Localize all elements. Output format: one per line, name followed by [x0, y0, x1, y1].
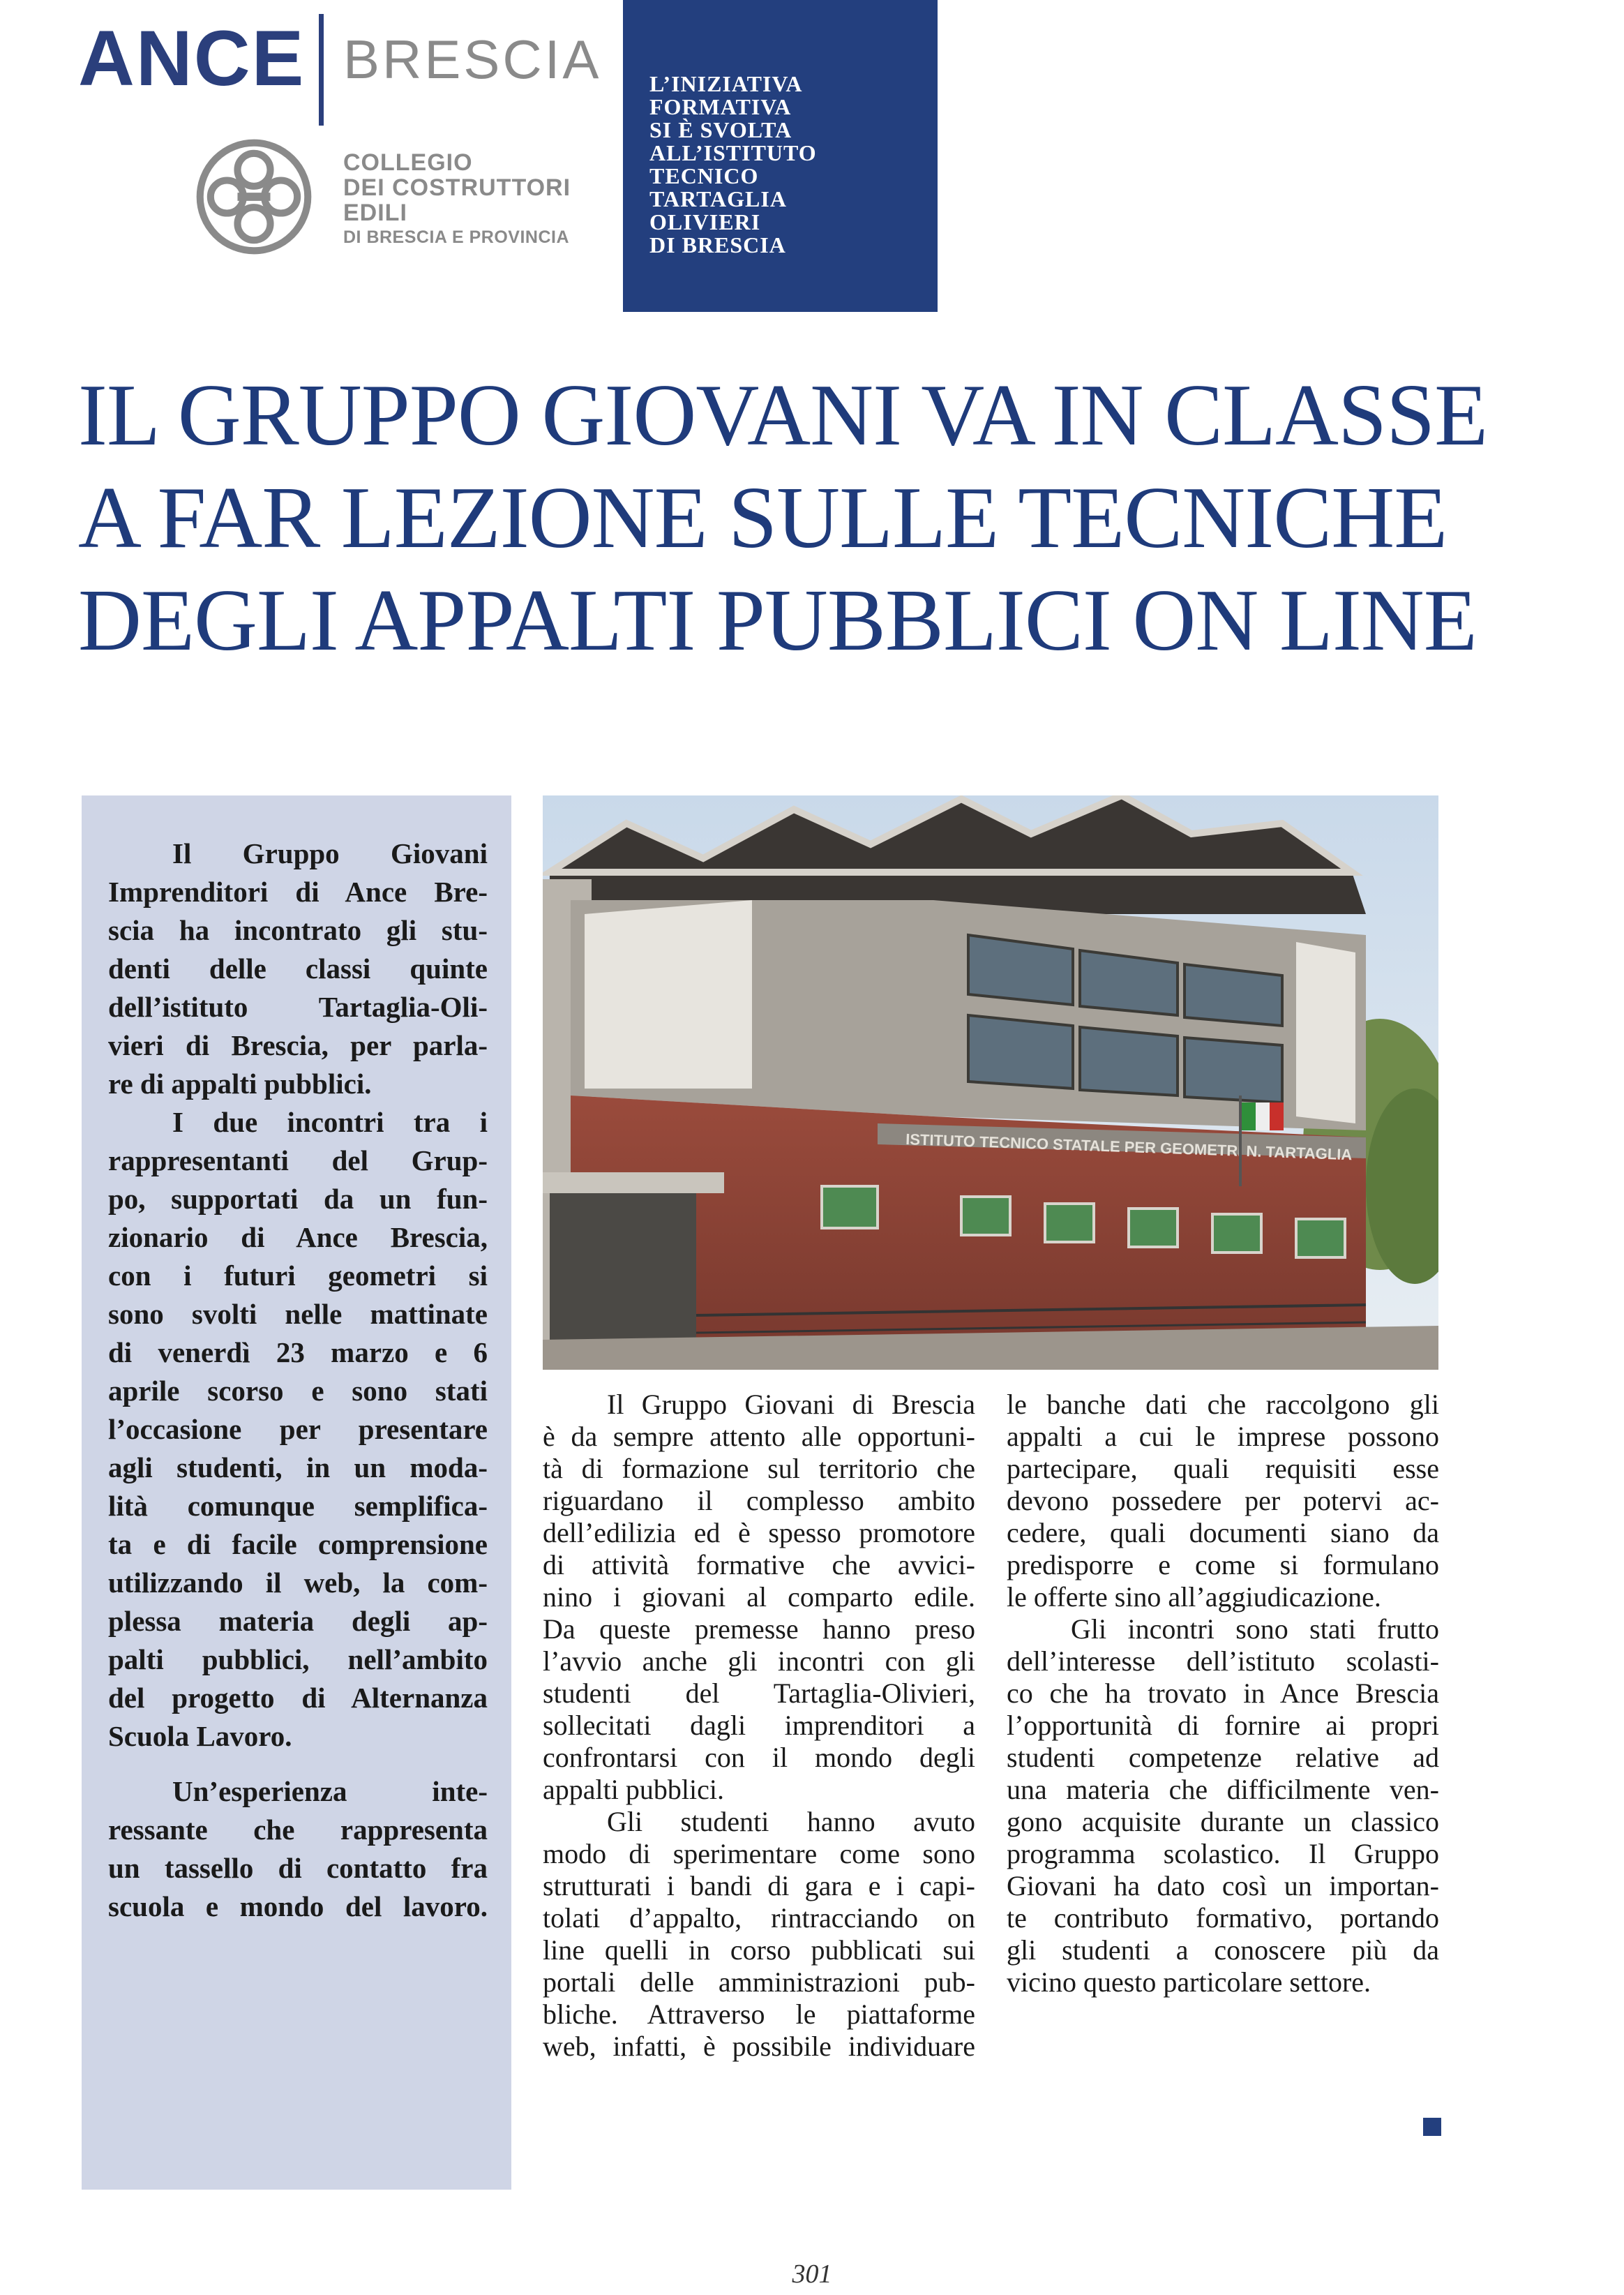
- college-line: DEI COSTRUTTORI: [343, 174, 571, 201]
- text-line: dell’istituto Tartaglia-Oli-: [108, 991, 488, 1023]
- school-building-illustration: [543, 795, 1438, 1370]
- kicker-line: L’INIZIATIVA: [649, 71, 803, 96]
- logo-divider: [319, 14, 324, 126]
- text-line: l’opportunità di fornire ai propri: [1007, 1710, 1439, 1741]
- text-line: studenti competenze relative ad: [1007, 1742, 1439, 1773]
- text-line: Imprenditori di Ance Bre-: [108, 876, 488, 908]
- text-line: ressante che rappresenta: [108, 1814, 488, 1846]
- text-line: tà di formazione sul territorio che: [543, 1453, 975, 1484]
- text-line: partecipare, quali requisiti esse: [1007, 1453, 1439, 1484]
- text-line: vieri di Brescia, per parla-: [108, 1029, 488, 1061]
- abstract-paragraph-3: [108, 1772, 488, 1926]
- kicker-line: FORMATIVA: [649, 94, 792, 119]
- text-line: Un’esperienza inte-: [172, 1775, 488, 1807]
- kicker-line: ALL’ISTITUTO: [649, 140, 817, 165]
- text-line: aprile scorso e sono stati: [108, 1375, 488, 1407]
- text-line: devono possedere per potervi ac-: [1007, 1485, 1439, 1516]
- collegio-name: [343, 151, 571, 248]
- text-line: sollecitati dagli imprenditori a: [543, 1710, 975, 1741]
- text-line: una materia che difficilmente ven-: [1007, 1774, 1439, 1805]
- kicker-line: DI BRESCIA: [649, 232, 786, 257]
- building-sign: ISTITUTO TECNICO STATALE PER GEOMETRI N. TARTAGLIA: [905, 1130, 1353, 1164]
- text-line: palti pubblici, nell’ambito: [108, 1643, 488, 1675]
- text-line: strutturati i bandi di gara e i capi-: [543, 1870, 975, 1901]
- college-line: COLLEGIO: [343, 149, 473, 176]
- text-line: zionario di Ance Brescia,: [108, 1221, 488, 1253]
- text-line: l’avvio anche gli incontri con gli: [543, 1645, 975, 1677]
- text-line: le banche dati che raccolgono gli: [1007, 1389, 1439, 1420]
- text-line: appalti pubblici.: [543, 1774, 724, 1805]
- text-line: studenti del Tartaglia-Olivieri,: [543, 1677, 975, 1709]
- kicker-text: [649, 73, 817, 257]
- text-line: Gli studenti hanno avuto: [607, 1806, 975, 1837]
- headline-line: DEGLI APPALTI PUBBLICI ON LINE: [78, 572, 1477, 669]
- collegio-emblem-icon: [195, 138, 313, 255]
- text-line: le offerte sino all’aggiudicazione.: [1007, 1581, 1381, 1613]
- text-line: è da sempre attento alle opportuni-: [543, 1421, 975, 1452]
- text-line: gli studenti a conoscere più da: [1007, 1934, 1439, 1966]
- text-line: nino i giovani al comparto edile.: [543, 1581, 975, 1613]
- ance-brescia-logo: [78, 14, 622, 251]
- abstract-paragraph-1: [108, 835, 488, 1103]
- text-line: del progetto di Alternanza: [108, 1682, 488, 1714]
- text-line: programma scolastico. Il Gruppo: [1007, 1838, 1439, 1869]
- text-line: scuola e mondo del lavoro.: [108, 1890, 488, 1922]
- college-line: EDILI: [343, 200, 407, 226]
- headline-line: IL GRUPPO GIOVANI VA IN CLASSE: [78, 367, 1488, 464]
- text-line: modo di sperimentare come sono: [543, 1838, 975, 1869]
- abstract-box: [82, 795, 511, 2190]
- headline-line: A FAR LEZIONE SULLE TECNICHE: [78, 470, 1448, 567]
- text-line: riguardano il complesso ambito: [543, 1485, 975, 1516]
- kicker-line: OLIVIERI: [649, 209, 761, 234]
- kicker-box: [623, 0, 938, 312]
- text-line: ta e di facile comprensione: [108, 1528, 488, 1560]
- text-line: web, infatti, è possibile individuare: [543, 2031, 975, 2062]
- body-column-1: [543, 1389, 975, 2063]
- kicker-line: SI È SVOLTA: [649, 117, 792, 142]
- abstract-paragraph-2: [108, 1103, 488, 1756]
- text-line: un tassello di contatto fra: [108, 1852, 488, 1884]
- logo-ance: ANCE: [78, 15, 306, 102]
- text-line: Da queste premesse hanno preso: [543, 1613, 975, 1645]
- text-line: tolati d’appalto, rintracciando on: [543, 1902, 975, 1934]
- text-line: Gli incontri sono stati frutto: [1071, 1613, 1439, 1645]
- text-line: lità comunque semplifica-: [108, 1490, 488, 1522]
- text-line: scia ha incontrato gli stu-: [108, 914, 488, 946]
- text-line: te contributo formativo, portando: [1007, 1902, 1439, 1934]
- text-line: appalti a cui le imprese possono: [1007, 1421, 1439, 1452]
- kicker-line: TARTAGLIA: [649, 186, 787, 211]
- text-line: l’occasione per presentare: [108, 1413, 488, 1445]
- text-line: gono acquisite durante un classico: [1007, 1806, 1439, 1837]
- text-line: con i futuri geometri si: [108, 1259, 488, 1292]
- text-line: co che ha trovato in Ance Brescia: [1007, 1677, 1439, 1709]
- text-line: confrontarsi con il mondo degli: [543, 1742, 975, 1773]
- text-line: agli studenti, in un moda-: [108, 1451, 488, 1483]
- body-column-2: [1007, 1389, 1439, 1998]
- text-line: di venerdì 23 marzo e 6: [108, 1336, 488, 1368]
- text-line: Il Gruppo Giovani: [172, 837, 488, 869]
- text-line: di attività formative che avvici-: [543, 1549, 975, 1580]
- text-line: I due incontri tra i: [172, 1106, 488, 1138]
- text-line: cedere, quali documenti siano da: [1007, 1517, 1439, 1548]
- college-line: DI BRESCIA E PROVINCIA: [343, 227, 570, 247]
- text-line: dell’interesse dell’istituto scolasti-: [1007, 1645, 1439, 1677]
- school-building-photo: [543, 795, 1438, 1370]
- text-line: denti delle classi quinte: [108, 952, 488, 985]
- kicker-line: TECNICO: [649, 163, 759, 188]
- text-line: po, supportati da un fun-: [108, 1183, 488, 1215]
- text-line: predisporre e come si formulano: [1007, 1549, 1439, 1580]
- text-line: Giovani ha dato così un importan-: [1007, 1870, 1439, 1901]
- text-line: portali delle amministrazioni pub-: [543, 1966, 975, 1998]
- text-line: plessa materia degli ap-: [108, 1605, 488, 1637]
- page-number: 301: [792, 2259, 832, 2289]
- text-line: line quelli in corso pubblicati sui: [543, 1934, 975, 1966]
- text-line: bliche. Attraverso le piattaforme: [543, 1998, 975, 2030]
- text-line: Scuola Lavoro.: [108, 1720, 292, 1752]
- text-line: dell’edilizia ed è spesso promotore: [543, 1517, 975, 1548]
- text-line: vicino questo particolare settore.: [1007, 1966, 1371, 1998]
- text-line: utilizzando il web, la com-: [108, 1567, 488, 1599]
- text-line: Il Gruppo Giovani di Brescia: [607, 1389, 975, 1420]
- text-line: re di appalti pubblici.: [108, 1068, 372, 1100]
- text-line: sono svolti nelle mattinate: [108, 1298, 488, 1330]
- logo-city: BRESCIA: [343, 29, 602, 90]
- text-line: rappresentanti del Grup-: [108, 1144, 488, 1176]
- article-headline: [78, 364, 1578, 672]
- end-of-article-square-icon: [1423, 2118, 1441, 2136]
